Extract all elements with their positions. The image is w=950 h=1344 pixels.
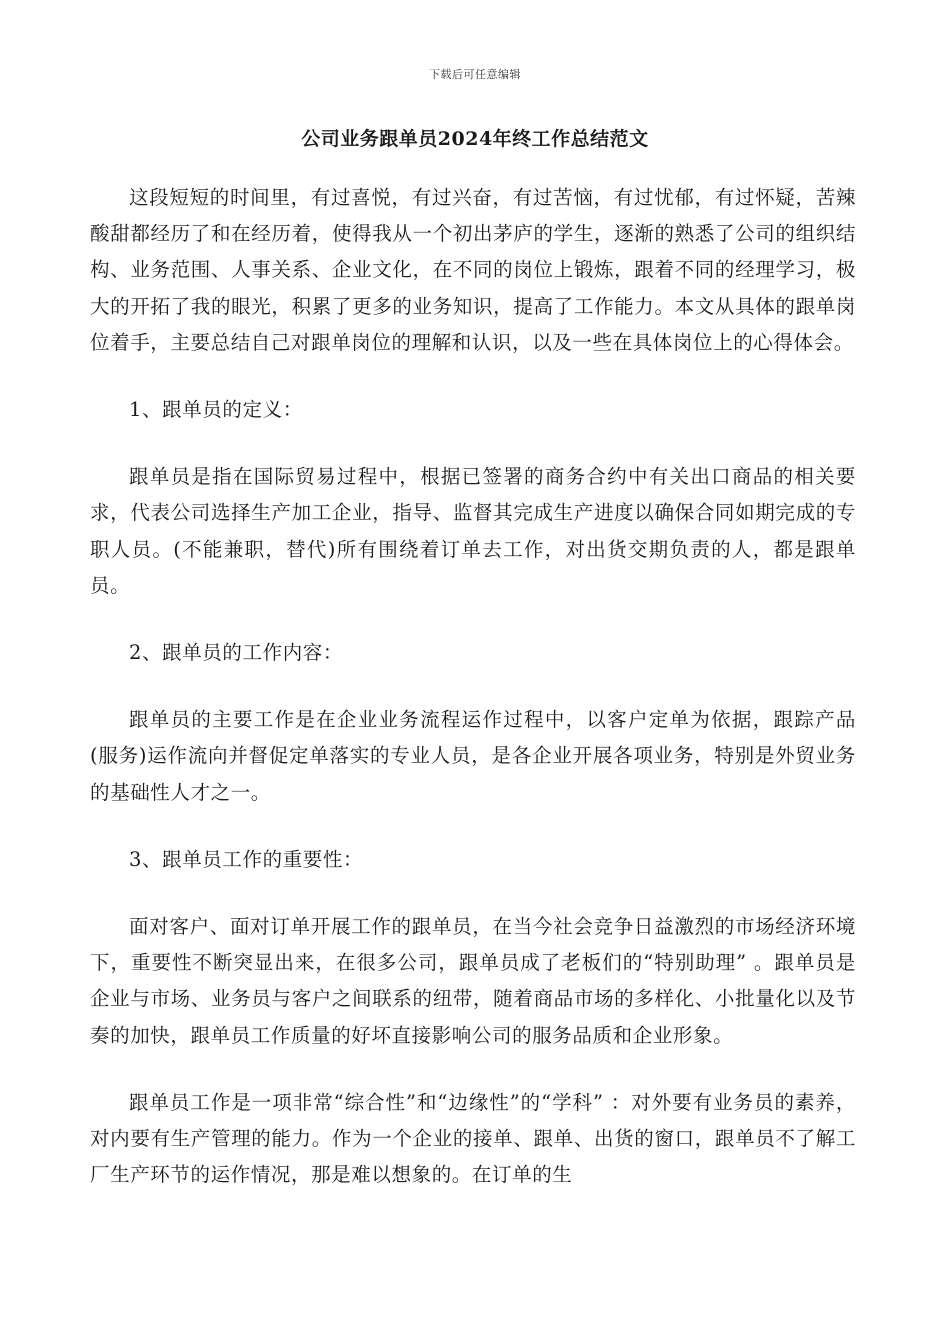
section-heading-definition: 1、跟单员的定义： [129,398,303,422]
section-heading-work-content: 2、跟单员的工作内容： [129,641,344,665]
section-heading-importance: 3、跟单员工作的重要性： [129,847,364,871]
discipline-paragraph: 跟单员工作是一项非常“综合性”和“边缘性”的“学科” ：对外要有业务员的素养，对内要有生产管理的能力。作为一个企业的接单、跟单、出货的窗口，跟单员不了解工厂生产环节的运作情况，那是难以想象的。在订单的生 [90,1090,856,1187]
work-content-paragraph: 跟单员的主要工作是在企业业务流程运作过程中，以客户定单为依据，跟踪产品(服务)运作流向并督促定单落实的专业人员，是各企业开展各项业务，特别是外贸业务的基础性人才之一。 [90,708,856,804]
definition-paragraph: 跟单员是指在国际贸易过程中，根据已签署的商务合约中有关出口商品的相关要求，代表公司选择生产加工企业，指导、监督其完成生产进度以确保合同如期完成的专职人员。(不能兼职，替代)所有围绕着订单去工作，对出货交期负责的人，都是跟单员。 [90,465,856,597]
intro-paragraph: 这段短短的时间里，有过喜悦，有过兴奋，有过苦恼，有过忧郁，有过怀疑，苦辣酸甜都经历了和在经历着，使得我从一个初出茅庐的学生，逐渐的熟悉了公司的组织结构、业务范围、人事关系、企业文化，在不同的岗位上锻炼，跟着不同的经理学习，极大的开拓了我的眼光，积累了更多的业务知识，提高了工作能力。本文从具体的跟单岗位着手，主要总结自己对跟单岗位的理解和认识，以及一些在具体岗位上的心得体会。 [90,186,856,354]
importance-paragraph: 面对客户、面对订单开展工作的跟单员，在当今社会竞争日益激烈的市场经济环境下，重要性不断突显出来，在很多公司，跟单员成了老板们的“特别助理” 。跟单员是企业与市场、业务员与客户之间联系的纽带，随着商品市场的多样化、小批量化以及节奏的加快，跟单员工作质量的好坏直接影响公司的服务品质和企业形象。 [90,915,856,1047]
page-header-note: 下载后可任意编辑 [429,68,521,81]
document-title: 公司业务跟单员2024年终工作总结范文 [301,128,649,150]
document-body [90,180,856,1224]
